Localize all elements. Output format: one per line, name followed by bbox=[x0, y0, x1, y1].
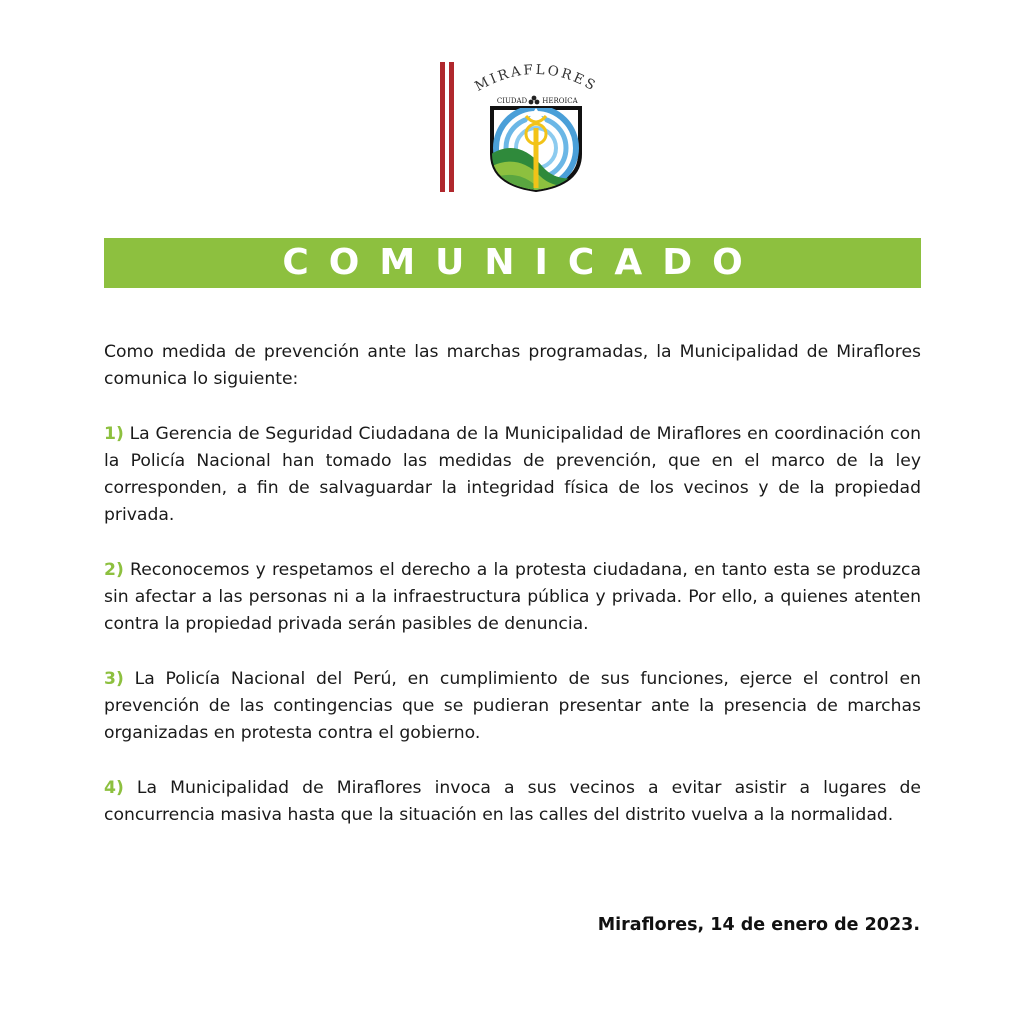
item-number: 1) bbox=[104, 423, 124, 444]
item-number: 2) bbox=[104, 559, 124, 580]
item-text: Reconocemos y respetamos el derecho a la protesta ciudadana, en tanto esta se produzca sin afectar a las personas ni a la infraestructura pública y privada. Por ello, a quienes atenten contra la propiedad privada serán pasibles de denuncia. bbox=[104, 559, 921, 635]
intro-paragraph: Como medida de prevención ante las marchas programadas, la Municipalidad de Miraflores comunica lo siguiente: bbox=[104, 342, 921, 390]
banner-title: COMUNICADO bbox=[282, 242, 763, 283]
list-item bbox=[104, 666, 921, 748]
item-text: La Municipalidad de Miraflores invoca a sus vecinos a evitar asistir a lugares de concurrencia masiva hasta que la situación en las calles del distrito vuelva a la normalidad. bbox=[104, 777, 921, 825]
item-text: La Policía Nacional del Perú, en cumplimiento de sus funciones, ejerce el control en prevención de las contingencias que se pudieran presentar ante la presencia de marchas organizadas en protesta contra el gobierno. bbox=[104, 668, 921, 744]
list-item bbox=[104, 775, 921, 830]
red-stripe-right bbox=[449, 62, 454, 192]
item-number: 3) bbox=[104, 668, 124, 689]
red-stripe-left bbox=[440, 62, 445, 192]
item-text: La Gerencia de Seguridad Ciudadana de la Municipalidad de Miraflores en coordinación con la Policía Nacional han tomado las medidas de prevención, que en el marco de la ley corresponden, a fin de salvaguardar la integridad física de los vecinos y de la propiedad privada. bbox=[104, 423, 921, 526]
miraflores-logo bbox=[462, 56, 610, 200]
list-item bbox=[104, 557, 921, 639]
header bbox=[0, 0, 1024, 210]
svg-text:HEROICA: HEROICA bbox=[542, 97, 578, 105]
list-item bbox=[104, 421, 921, 530]
svg-text:MIRAFLORES: MIRAFLORES bbox=[472, 61, 600, 95]
svg-text:CIUDAD: CIUDAD bbox=[496, 97, 528, 105]
signature-date: Miraflores, 14 de enero de 2023. bbox=[597, 915, 920, 935]
document-body bbox=[104, 339, 921, 856]
item-number: 4) bbox=[104, 777, 124, 798]
comunicado-banner bbox=[104, 238, 921, 288]
